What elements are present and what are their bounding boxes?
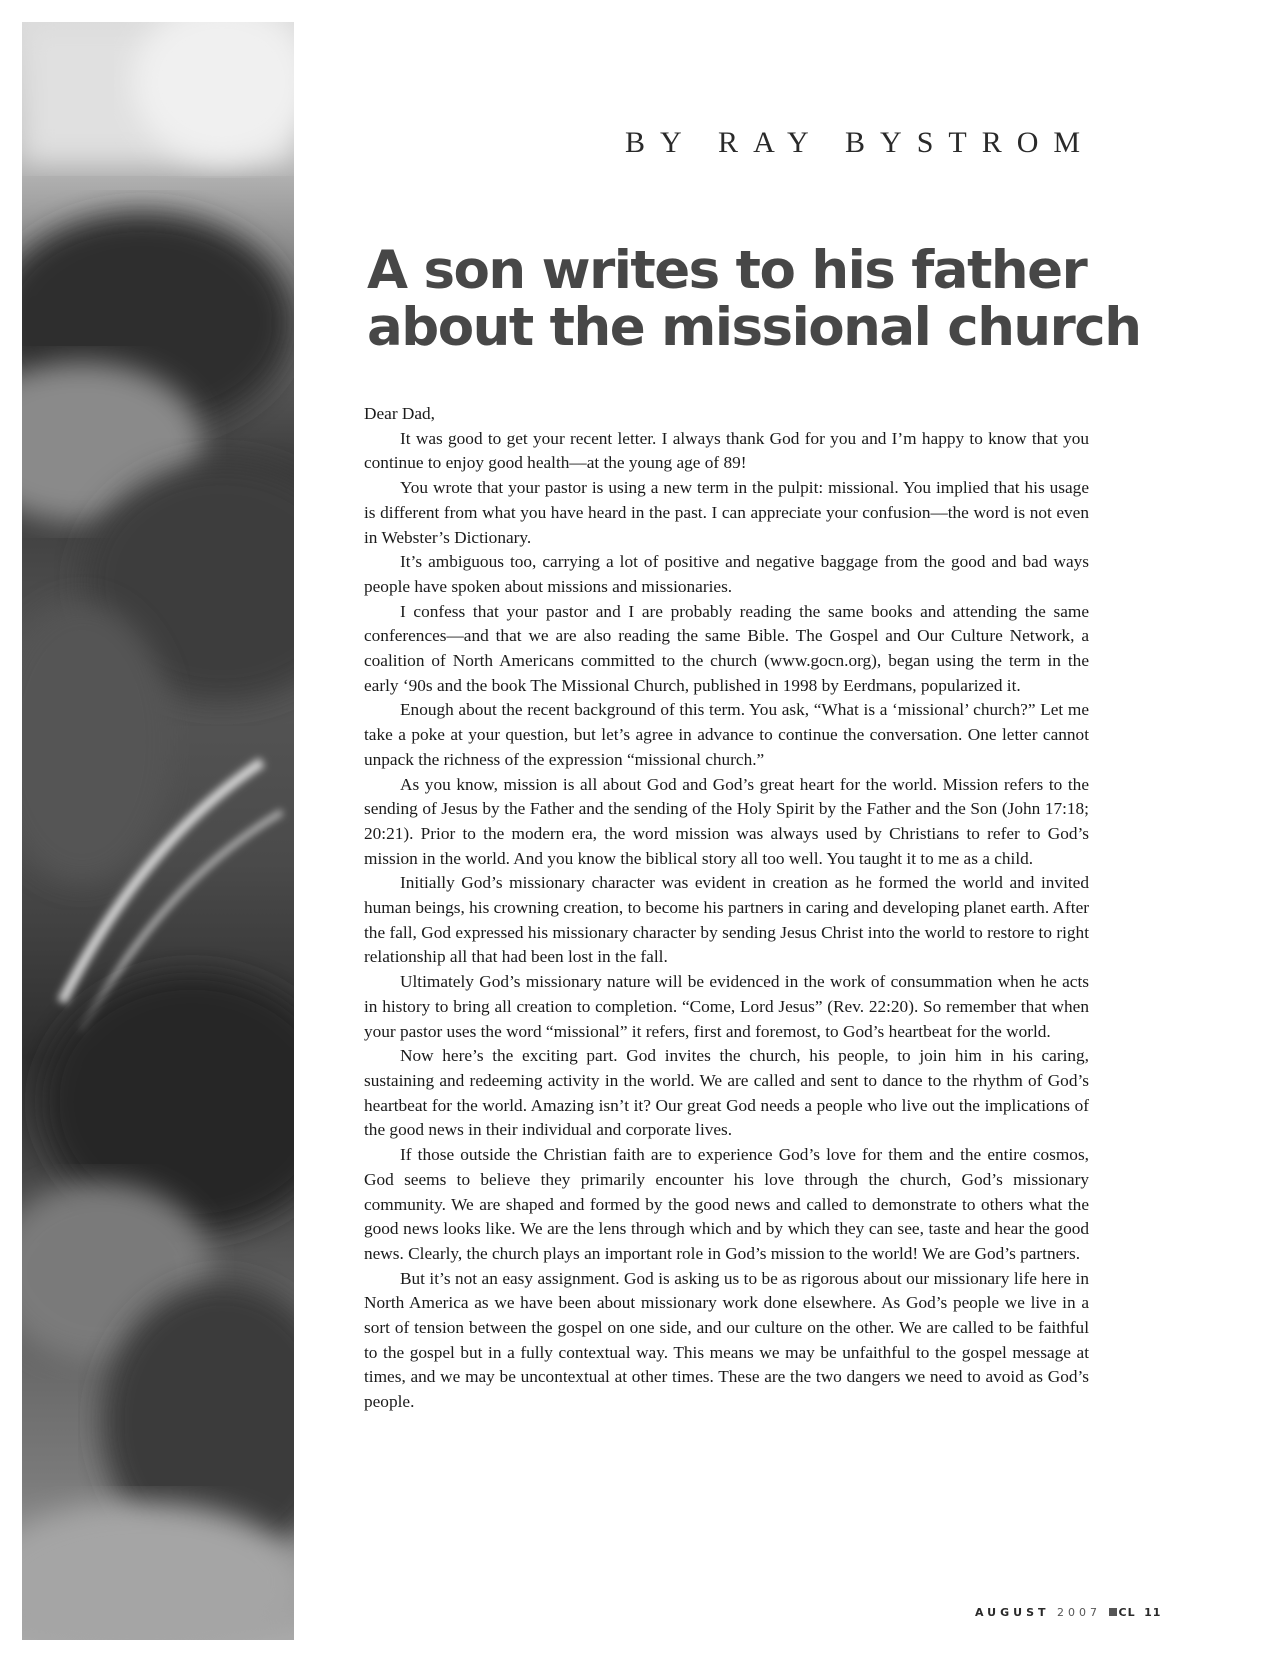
title-line-1: A son writes to his father [367, 240, 1087, 301]
paragraph: You wrote that your pastor is using a new term in the pulpit: missional. You implied that his usage is different from what you have heard in the past. I can appreciate your confusion—the word is not even in Webster’s Dictionary. [364, 478, 1089, 547]
article-title [367, 242, 1247, 356]
paragraph: Initially God’s missionary character was evident in creation as he formed the world and invited human beings, his crowning creation, to become his partners in caring and developing planet earth. After the fall, God expressed his missionary character by sending Jesus Christ into the world to restore to right relationship all that had been lost in the fall. [364, 873, 1089, 967]
footer-month: AUGUST [975, 1606, 1050, 1619]
paragraph: Ultimately God’s missionary nature will be evidenced in the work of consummation when he acts in history to bring all creation to completion. “Come, Lord Jesus” (Rev. 22:20). So remember that when your pastor uses the word “missional” it refers, first and foremost, to God’s heartbeat for the world. [364, 972, 1089, 1041]
paragraph: Now here’s the exciting part. God invites the church, his people, to join him in his caring, sustaining and redeeming activity in the world. We are called and sent to dance to the rhythm of God’s heartbeat for the world. Amazing isn’t it? Our great God needs a people who live out the implications of the good news in their individual and corporate lives. [364, 1046, 1089, 1140]
photo-strip [22, 22, 294, 1640]
paragraph: But it’s not an easy assignment. God is asking us to be as rigorous about our missionary life here in North America as we have been about missionary work done elsewhere. As God’s people we live in a sort of tension between the gospel on one side, and our culture on the other. We are called to be faithful to the gospel but in a fully contextual way. This means we may be unfaithful to the gospel message at times, and we may be uncontextual at other times. These are the two dangers we need to avoid as God’s people. [364, 1268, 1089, 1412]
square-bullet-icon [1109, 1608, 1117, 1616]
letter-body [364, 402, 1089, 1415]
footer-year: 2007 [1057, 1606, 1101, 1619]
salutation: Dear Dad, [364, 404, 436, 423]
page-footer [975, 1606, 1161, 1619]
paragraph: It was good to get your recent letter. I always thank God for you and I’m happy to know that you continue to enjoy good health—at the young age of 89! [364, 428, 1089, 473]
paragraph: As you know, mission is all about God and God’s great heart for the world. Mission refers to the sending of Jesus by the Father and the sending of the Holy Spirit by the Father and the Son (John 17:18; 20:21). Prior to the modern era, the word mission was always used by Christians to refer to God’s mission in the world. And you know the biblical story all too well. You taught it to me as a child. [364, 774, 1089, 868]
title-line-2: about the missional church [367, 297, 1141, 358]
photo-image [22, 22, 294, 1640]
paragraph: I confess that your pastor and I are probably reading the same books and attending the same conferences—and that we are also reading the same Bible. The Gospel and Our Culture Network, a coalition of North Americans committed to the church (www.gocn.org), began using the term in the early ‘90s and the book The Missional Church, published in 1998 by Eerdmans, popularized it. [364, 601, 1089, 695]
paragraph: It’s ambiguous too, carrying a lot of positive and negative baggage from the good and bad ways people have spoken about missions and missionaries. [364, 552, 1089, 596]
paragraph: If those outside the Christian faith are to experience God’s love for them and the entire cosmos, God seems to believe they primarily encounter his love through the church, God’s missionary community. We are shaped and formed by the good news and called to demonstrate to others what the good news looks like. We are the lens through which and by which they can see, taste and hear the good news. Clearly, the church plays an important role in God’s mission to the world! We are God’s partners. [364, 1145, 1089, 1263]
page-number: 11 [1144, 1606, 1162, 1619]
footer-magazine: CL [1118, 1606, 1136, 1619]
byline: BY RAY BYSTROM [625, 126, 1096, 159]
paragraph: Enough about the recent background of this term. You ask, “What is a ‘missional’ church?” Let me take a poke at your question, but let’s agree in advance to continue the conversation. One letter cannot unpack the richness of the expression “missional church.” [364, 700, 1089, 769]
